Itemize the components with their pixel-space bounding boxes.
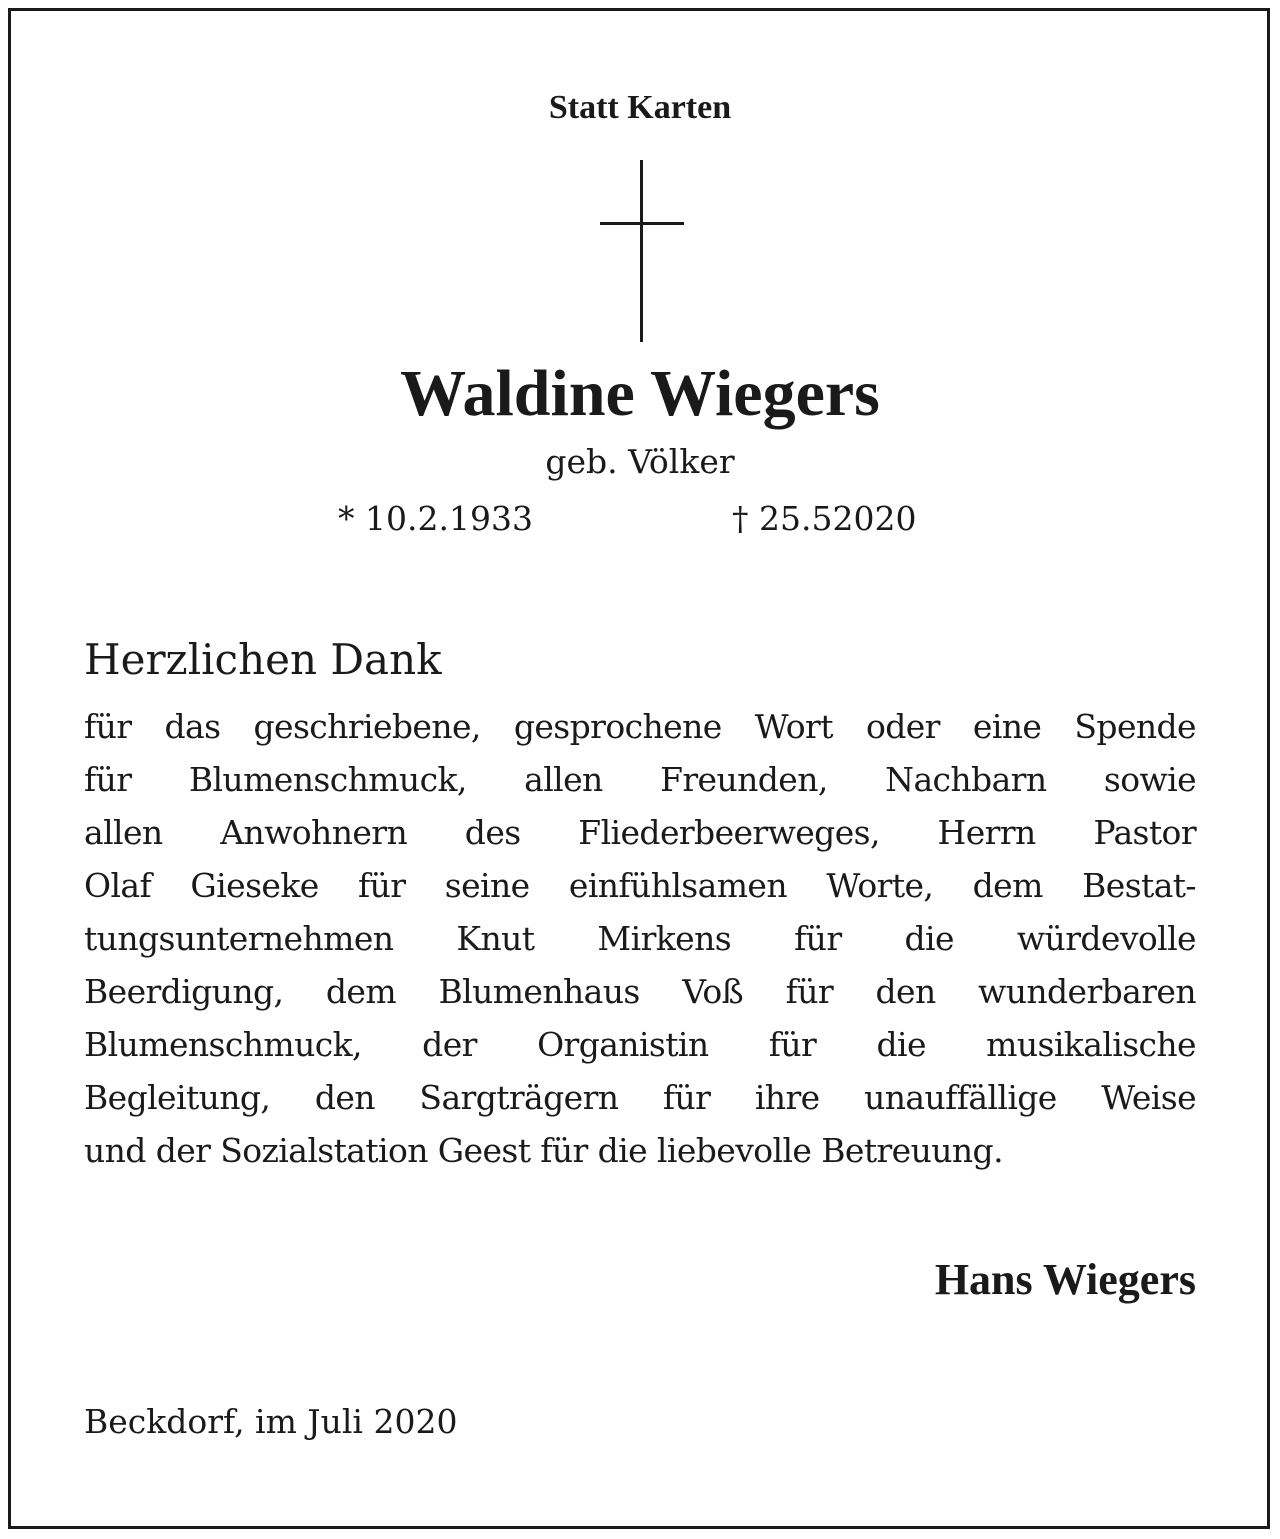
birth-name: geb. Völker <box>545 442 735 481</box>
cross-vertical-bar <box>640 160 643 342</box>
signature: Hans Wiegers <box>934 1255 1196 1304</box>
thanks-body-line: Beerdigung, dem Blumenhaus Voß für den wunderbaren <box>84 972 1196 1011</box>
death-date: † 25.52020 <box>732 499 917 538</box>
thanks-body-line: Olaf Gieseke für seine einfühlsamen Worte, dem Bestat- <box>84 866 1196 905</box>
thanks-heading: Herzlichen Dank <box>84 635 442 684</box>
thanks-body-line: für das geschriebene, gesprochene Wort oder eine Spende <box>84 707 1196 746</box>
deceased-name: Waldine Wiegers <box>400 357 880 430</box>
cross-horizontal-bar <box>600 222 684 225</box>
thanks-body-line: tungsunternehmen Knut Mirkens für die würdevolle <box>84 919 1196 958</box>
cross-icon <box>600 160 684 342</box>
thanks-body-line: und der Sozialstation Geest für die liebevolle Betreuung. <box>84 1131 1003 1170</box>
notice-header: Statt Karten <box>548 89 732 126</box>
thanks-body-line: Blumenschmuck, der Organistin für die musikalische <box>84 1025 1196 1064</box>
birth-date: * 10.2.1933 <box>338 499 533 538</box>
thanks-body-line: für Blumenschmuck, allen Freunden, Nachbarn sowie <box>84 760 1196 799</box>
thanks-body-line: allen Anwohnern des Fliederbeerweges, Herrn Pastor <box>84 813 1196 852</box>
thanks-body <box>84 700 1196 1177</box>
place-date: Beckdorf, im Juli 2020 <box>84 1402 458 1441</box>
thanks-body-line: Begleitung, den Sargträgern für ihre unauffällige Weise <box>84 1078 1196 1117</box>
